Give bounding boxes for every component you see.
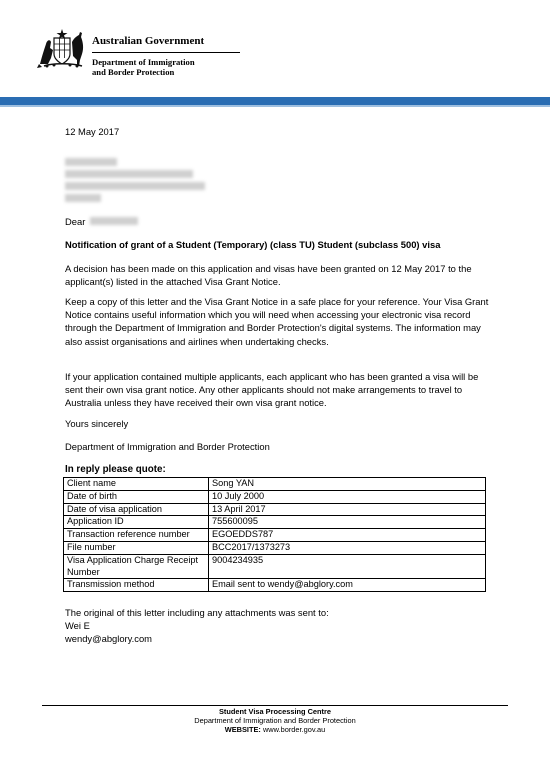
letter-subject: Notification of grant of a Student (Temporary) (class TU) Student (subclass 500) visa xyxy=(65,239,441,250)
row-label: Transaction reference number xyxy=(64,529,209,542)
table-row xyxy=(64,529,486,542)
letter-paragraph-2: Keep a copy of this letter and the Visa Grant Notice in a safe place for your reference. Your Visa Grant Notice contains useful information which you will need when accessing your electronic visa record through the Department of Immigration and Border Protection's digital systems. The information may also assist organisations and airlines when undertaking checks. xyxy=(65,296,489,347)
redacted-address-line xyxy=(65,170,193,178)
header-band xyxy=(0,97,550,105)
row-value: BCC2017/1373273 xyxy=(209,541,486,554)
government-name: Australian Government xyxy=(92,35,205,47)
footer-website xyxy=(0,725,550,735)
letterhead-divider xyxy=(92,52,240,53)
signatory: Department of Immigration and Border Protection xyxy=(65,441,270,452)
row-label: Date of visa application xyxy=(64,503,209,516)
row-label: Transmission method xyxy=(64,579,209,592)
table-row xyxy=(64,516,486,529)
table-row xyxy=(64,478,486,491)
footer-centre-name: Student Visa Processing Centre xyxy=(219,707,331,716)
header-band-accent xyxy=(0,105,550,107)
footer-website-label: WEBSITE: xyxy=(224,725,261,734)
footer-department: Department of Immigration and Border Protection xyxy=(194,716,356,725)
quote-heading: In reply please quote: xyxy=(65,464,166,475)
sent-to-intro: The original of this letter including any attachments was sent to: xyxy=(65,607,329,618)
footer-website-url[interactable]: www.border.gov.au xyxy=(262,725,326,734)
row-value: Email sent to wendy@abglory.com xyxy=(209,579,486,592)
salutation-word: Dear xyxy=(65,216,86,227)
redacted-address-line xyxy=(65,158,117,166)
row-value: EGOEDDS787 xyxy=(209,529,486,542)
sent-to-email: wendy@abglory.com xyxy=(65,633,152,644)
sent-to-name: Wei E xyxy=(65,620,90,631)
department-name-line2: and Border Protection xyxy=(92,67,175,77)
reference-table xyxy=(63,477,486,592)
redacted-address-line xyxy=(65,182,205,190)
row-label: Application ID xyxy=(64,516,209,529)
table-row xyxy=(64,554,486,579)
coat-of-arms-icon xyxy=(36,28,88,70)
letter-paragraph-1: A decision has been made on this application and visas have been granted on 12 May 2017 to the applicant(s) listed in the attached Visa Grant Notice. xyxy=(65,263,472,288)
row-label: Date of birth xyxy=(64,490,209,503)
table-row xyxy=(64,490,486,503)
department-name-line1: Department of Immigration xyxy=(92,57,195,67)
row-label: Client name xyxy=(64,478,209,491)
footer-divider xyxy=(42,705,508,706)
closing: Yours sincerely xyxy=(65,418,129,429)
row-label: File number xyxy=(64,541,209,554)
table-row xyxy=(64,503,486,516)
redacted-recipient-name xyxy=(90,217,138,225)
table-row xyxy=(64,579,486,592)
row-value: 9004234935 xyxy=(209,554,486,579)
letter-date: 12 May 2017 xyxy=(65,126,120,137)
row-value: 13 April 2017 xyxy=(209,503,486,516)
letterhead xyxy=(36,28,236,88)
letter-paragraph-3: If your application contained multiple applicants, each applicant who has been granted a visa will be sent their own visa grant notice. Any other applicants should not make arrangements to travel to Australia unless they have received their own visa grant notice. xyxy=(65,371,479,409)
redacted-address-line xyxy=(65,194,101,202)
row-value: 755600095 xyxy=(209,516,486,529)
row-label: Visa Application Charge Receipt Number xyxy=(64,554,209,579)
row-value: Song YAN xyxy=(209,478,486,491)
row-value: 10 July 2000 xyxy=(209,490,486,503)
table-row xyxy=(64,541,486,554)
